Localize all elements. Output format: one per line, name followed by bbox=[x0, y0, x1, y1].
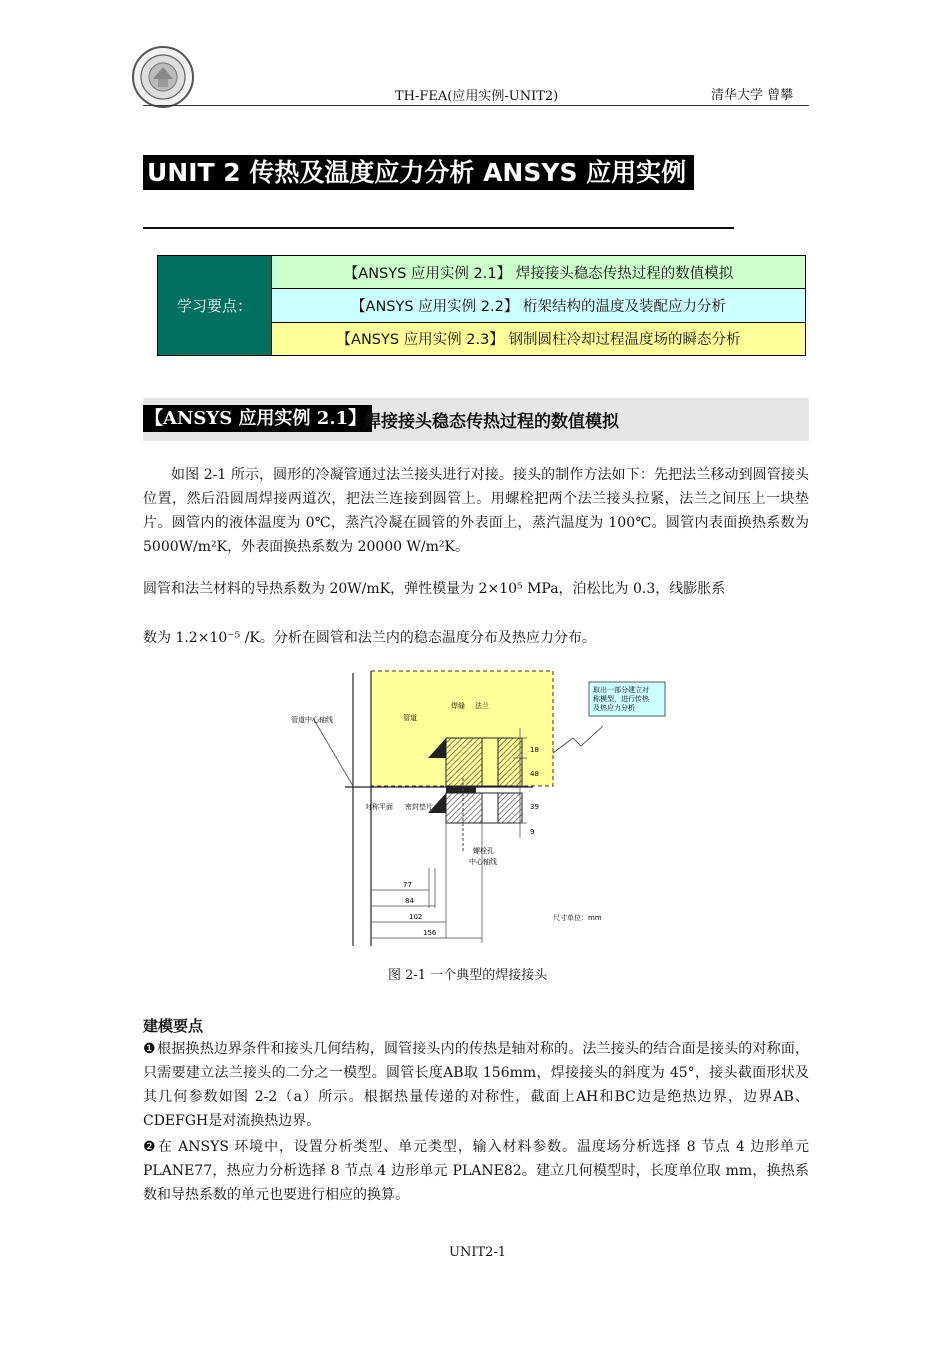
dim-9: 9 bbox=[530, 828, 535, 836]
key-points-label: 学习要点： bbox=[158, 256, 272, 356]
section-tag: 【ANSYS 应用实例 2.1】 bbox=[143, 405, 372, 432]
note-line-1: 取出一部分建立对 bbox=[593, 686, 649, 694]
intro-paragraph-expansion: 数为 1.2×10⁻⁵ /K。分析在圆管和法兰内的稳态温度分布及热应力分布。 bbox=[143, 630, 596, 646]
key-point-item: 【ANSYS 应用实例 2.1】 焊接接头稳态传热过程的数值模拟 bbox=[272, 256, 806, 289]
header-author: 清华大学 曾攀 bbox=[711, 88, 794, 103]
modeling-point-1 bbox=[143, 1037, 809, 1133]
dim-39: 39 bbox=[530, 803, 539, 811]
dim-77: 77 bbox=[403, 881, 412, 889]
modeling-point-2-text: 在 ANSYS 环境中，设置分析类型、单元类型，输入材料参数。温度场分析选择 8 节点 4 边形单元 PLANE77，热应力分析选择 8 节点 4 边形单元 PLANE82。建立几何模型时，长度单位取 mm，换热系数和导热系数的单元也要进行相应的换算。 bbox=[143, 1139, 809, 1203]
label-bolt: 螺栓孔 bbox=[473, 847, 494, 855]
modeling-heading: 建模要点 bbox=[143, 1017, 204, 1035]
bullet-marker: ❶ bbox=[143, 1041, 156, 1057]
university-seal-logo bbox=[131, 45, 195, 109]
section-title: 焊接接头稳态传热过程的数值模拟 bbox=[364, 412, 619, 432]
header-divider bbox=[143, 105, 809, 106]
page-footer: UNIT2-1 bbox=[449, 1245, 507, 1260]
dim-102: 102 bbox=[409, 913, 423, 921]
intro-paragraph-material: 圆管和法兰材料的导热系数为 20W/mK，弹性模量为 2×10⁵ MPa，泊松比为 0.3，线膨胀系 bbox=[143, 581, 726, 597]
note-line-3: 及热应力分析 bbox=[593, 704, 635, 712]
key-points-table bbox=[157, 255, 806, 356]
label-pipe-axis: 管道中心轴线 bbox=[291, 716, 333, 724]
label-gasket: 密封垫片 bbox=[405, 803, 433, 811]
key-point-item: 【ANSYS 应用实例 2.3】 钢制圆柱冷却过程温度场的瞬态分析 bbox=[272, 322, 806, 355]
title-rule bbox=[143, 227, 734, 229]
welded-joint-figure bbox=[283, 668, 673, 957]
label-flange: 法兰 bbox=[475, 702, 489, 710]
note-line-2: 称模型，进行传热 bbox=[593, 695, 649, 703]
label-pipe: 管道 bbox=[403, 714, 417, 722]
label-unit: 尺寸单位：mm bbox=[553, 914, 602, 922]
dim-48: 48 bbox=[530, 770, 539, 778]
modeling-point-2 bbox=[143, 1135, 809, 1207]
header-center-text: TH-FEA(应用实例-UNIT2) bbox=[395, 89, 559, 104]
label-weld: 焊缝 bbox=[451, 702, 465, 710]
dim-84: 84 bbox=[405, 897, 414, 905]
label-bolt-axis: 中心轴线 bbox=[469, 858, 497, 866]
modeling-point-1-text: 根据换热边界条件和接头几何结构，圆管接头内的传热是轴对称的。法兰接头的结合面是接头的对称面，只需要建立法兰接头的二分之一模型。圆管长度AB取 156mm，焊接接头的斜度为 45°，接头截面形状及其几何参数如图 2-2（a）所示。根据热量传递的对称性，截面上AH和BC边是绝热边界，边界AB、CDEFGH是对流换热边界。 bbox=[143, 1041, 809, 1129]
unit-title: UNIT 2 传热及温度应力分析 ANSYS 应用实例 bbox=[143, 155, 694, 190]
bullet-marker: ❷ bbox=[143, 1139, 156, 1155]
label-symmetry: 对称平面 bbox=[365, 803, 393, 811]
intro-paragraph: 如图 2-1 所示，圆形的冷凝管通过法兰接头进行对接。接头的制作方法如下：先把法兰移动到圆管接头位置，然后沿圆周焊接两道次，把法兰连接到圆管上。用螺栓把两个法兰接头拉紧，法兰之间压上一块垫片。圆管内的液体温度为 0℃，蒸汽冷凝在圆管的外表面上，蒸汽温度为 100℃。圆管内表面换热系数为 5000W/m²K，外表面换热系数为 20000 W/m²K。 bbox=[143, 467, 809, 555]
dim-18: 18 bbox=[530, 746, 539, 754]
figure-caption: 图 2-1 一个典型的焊接接头 bbox=[388, 968, 548, 983]
dim-156: 156 bbox=[423, 929, 437, 937]
key-point-item: 【ANSYS 应用实例 2.2】 桁架结构的温度及装配应力分析 bbox=[272, 289, 806, 322]
